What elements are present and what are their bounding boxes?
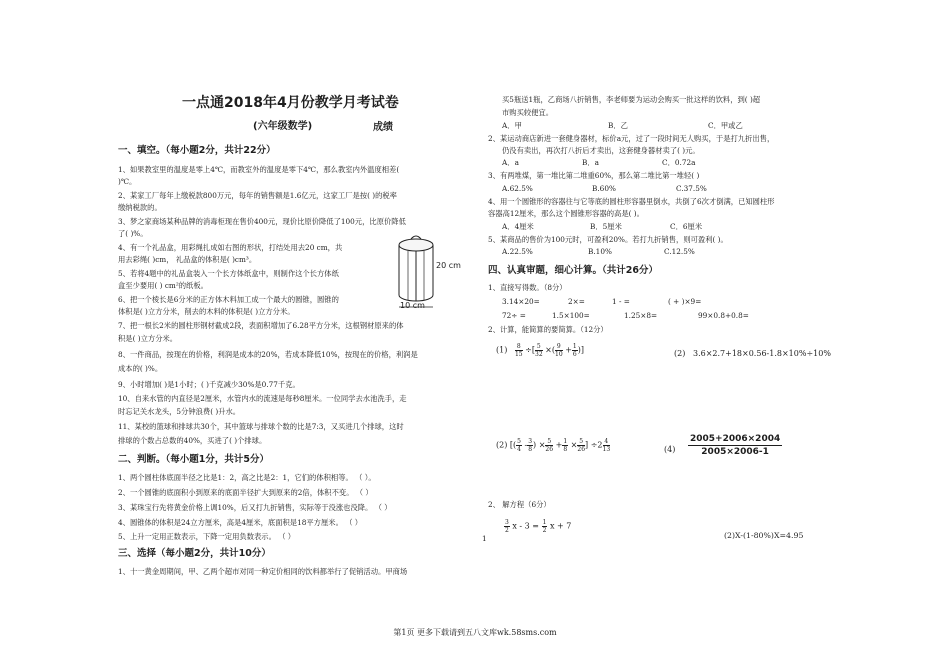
q6-line2: 体积是( )立方分米，削去的木料的体积是( )立方分米。 [118, 307, 295, 316]
section-2-heading: 二、判断。（每小题1分，共计5分） [118, 454, 269, 465]
fraction: $\frac{5}{4}$ [517, 438, 521, 453]
choice-q3-option-b: B.60% [592, 184, 616, 193]
fraction: $\frac{1}{2}$ [542, 519, 547, 534]
oral-item-3: 1 - = [612, 297, 630, 306]
choice-q5-option-b: B.10% [588, 247, 612, 256]
fraction: $\frac{5}{26}$ [577, 438, 586, 453]
choice-q3-line: 3、有两堆煤，第一堆比第二堆重60%，那么第二堆比第一堆轻( ) [488, 171, 700, 180]
exam-subtitle: (六年级数学) [253, 121, 313, 132]
q8-line1: 8、一件商品，按现在的价格，利润是成本的20%，若成本降低10%，按现在的价格，利润是 [118, 350, 418, 359]
section-3-heading: 三、选择（每小题2分，共计10分） [118, 548, 271, 559]
q5-line2: 盒至少要用( ) cm²的纸板。 [118, 281, 208, 290]
q6-line1: 6、把一个棱长是6分米的正方体木料加工成一个最大的圆锥，圆锥的 [118, 295, 339, 304]
fraction: $\frac{1}{8}$ [563, 438, 568, 453]
fraction: $\frac{8}{15}$ [514, 343, 523, 358]
oral-item-1: 3.14×20= [502, 297, 540, 306]
choice-q5-option-a: A.22.5% [502, 247, 533, 256]
judge-q3: 3、某珠宝行先将黄金价格上调10%，后又打九折销售，实际等于没涨也没降。 （ ） [118, 503, 392, 512]
choice-q4-option-c: C．6厘米 [670, 222, 703, 231]
q3-line2: 了( )%。 [118, 229, 148, 238]
fraction: $\frac{1}{6}$ [572, 343, 577, 358]
q11-line1: 11、某校的篮球和排球共30个，其中篮球与排球个数的比是7:3，又买进几个排球，这时 [118, 422, 404, 431]
q2-line2: 缴纳税款的。 [118, 203, 162, 212]
big-fraction [688, 433, 782, 458]
choice-q3-option-c: C.37.5% [676, 184, 707, 193]
choice-q3-option-a: A.62.5% [502, 184, 533, 193]
page-footer: 第1页 更多下载请到五八文库wk.58sms.com [393, 628, 557, 637]
choice-q1-option-b: B．乙 [608, 121, 628, 130]
choice-q5-line: 5、某商品的售价为100元时，可盈利20%。若打九折销售，则可盈利( )。 [488, 235, 728, 244]
big-fraction-numerator: 2005+2006×2004 [690, 434, 781, 444]
big-fraction-denominator: 2005×2006-1 [701, 447, 769, 457]
choice-q2-line1: 2、某运动商店新进一套健身器材，标价a元，过了一段时间无人购买，于是打九折出售， [488, 134, 775, 143]
gift-box-figure [394, 233, 462, 313]
oral-item-4: ( + )×9= [668, 297, 702, 306]
fraction: $\frac{3}{2}$ [505, 519, 509, 534]
section-1-heading: 一、填空。（每小题2分，共计22分） [118, 145, 276, 156]
equation-heading: 2、 解方程（6分） [488, 500, 551, 509]
choice-q2-line2: 仍没有卖出，再次打八折后才卖出，这套健身器材卖了( )元。 [502, 146, 700, 155]
judge-q5: 5、上升一定用正数表示，下降一定用负数表示。 （ ） [118, 532, 296, 541]
q3-line1: 3、梦之家商场某种品牌的消毒柜现在售价400元，现价比原价降低了100元，比原价降低 [118, 217, 406, 226]
q7-line1: 7、把一根长2米的圆柱形钢材截成2段，表面积增加了6.28平方分米，这根钢材原来的体 [118, 321, 404, 330]
oral-item-5: 72÷ = [502, 311, 526, 320]
choice-q4-line2: 容器高12厘米，那么这个圆锥形容器的高是( )。 [488, 209, 644, 218]
calc-expression-2 [674, 347, 831, 361]
oral-item-2: 2×= [568, 297, 585, 306]
fraction: $\frac{5}{26}$ [545, 438, 554, 453]
judge-q1: 1、两个圆柱体底面半径之比是1：2，高之比是2：1，它们的体积相等。 （ ）。 [118, 473, 376, 482]
judge-q2: 2、一个圆锥的底面积小到原来的底面半径扩大到原来的2倍，体积不变。 （ ） [118, 488, 373, 497]
q1-line1: 1、如果教室里的温度是零上4℃，而教室外的温度是零下4℃，那么教室内外温度相差( [118, 165, 400, 174]
q5-line1: 5、若将4题中的礼品盒装入一个长方体纸盒中，则制作这个长方体纸 [118, 269, 339, 278]
calc-1-label: (1) [496, 345, 508, 355]
q8-line2: 成本的( )%。 [118, 364, 163, 373]
oral-item-8: 99×0.8+0.8= [698, 311, 749, 320]
calc-2-body: 3.6×2.7+18×0.56-1.8×10%÷10% [692, 349, 831, 358]
calc-4-label: (4) [664, 445, 676, 454]
choice-q4-option-a: A．4厘米 [502, 222, 534, 231]
judge-q4: 4、圆锥体的体积是24立方厘米，高是4厘米，底面积是18平方厘米。 （ ） [118, 518, 363, 527]
calc-expression-4 [688, 433, 782, 458]
choice-q2-option-c: C．0.72a [662, 158, 696, 167]
equation-1-label: 1 [482, 534, 487, 543]
calc-2-label: (2) [674, 349, 686, 358]
q9-line: 9、小时增加( )是1小时；( )千克减少30%是0.77千克。 [118, 380, 300, 389]
fraction: $\frac{4}{13}$ [602, 438, 611, 453]
calc-expression-3: (2) [( $\frac{5}{4}$ - $\frac{3}{8}$ ) × $\frac{5}{26}$ + $\frac{1}{8}$ × $\frac{5}{26}$ ] ÷2 $\frac{4}{13}$ [496, 438, 611, 453]
choice-q1-line2: 买5瓶送1瓶，乙商场八折销售，李老师要为运动会购买一批这样的饮料，到( )超 [502, 95, 761, 104]
section-4-heading: 四、认真审题，细心计算。（共计26分） [488, 265, 658, 276]
width-label: 10 cm [400, 301, 425, 310]
q2-line1: 2、某家工厂每年上缴税款800万元，每年的销售额是1.6亿元，这家工厂是按( )的税率 [118, 191, 397, 200]
q10-line2: 时忘记关水龙头，5分钟浪费( )升水。 [118, 407, 241, 416]
calc-heading: 2、计算，能简算的要简算。（12分） [488, 325, 608, 334]
equation-2: (2)X-(1-80%)X=4.95 [724, 531, 804, 540]
choice-q1-option-a: A．甲 [502, 121, 522, 130]
q4-line2: 用去彩绳( )cm， 礼品盒的体积是( )cm³。 [118, 255, 257, 264]
q11-line2: 排球的个数占总数的40%，买进了( )个排球。 [118, 436, 267, 445]
q7-line2: 积是( )立方分米。 [118, 334, 178, 343]
choice-q1-line1: 1、十一黄金周期间，甲、乙两个超市对同一种定价相同的饮料都举行了促销活动。甲商场 [118, 567, 408, 576]
choice-q1-option-c: C．甲或乙 [708, 121, 743, 130]
choice-q4-option-b: B．5厘米 [590, 222, 622, 231]
calc-3-label: (2) [496, 440, 508, 450]
choice-q1-line3: 市购买较便宜。 [502, 108, 554, 117]
calc-expression-1: (1) $\frac{8}{15}$ ÷[ $\frac{5}{32}$ ×( $\frac{9}{10}$ + $\frac{1}{6}$ )] [496, 343, 584, 358]
score-label: 成绩 [373, 122, 393, 133]
fraction: $\frac{9}{10}$ [555, 343, 563, 358]
q10-line1: 10、自来水管的内直径是2厘米，水管内水的流速是每秒8厘米。一位同学去水池洗手，走 [118, 394, 407, 403]
fraction: $\frac{5}{32}$ [535, 343, 543, 358]
oral-calc-heading: 1、直接写得数。（8分） [488, 283, 567, 292]
fraction: $\frac{3}{8}$ [528, 438, 533, 453]
choice-q5-option-c: C.12.5% [664, 247, 695, 256]
equation-1: $\frac{3}{2}$ x - 3 = $\frac{1}{2}$ x + 7 [505, 519, 572, 534]
q1-line2: )℃。 [118, 177, 137, 186]
height-label: 20 cm [436, 261, 461, 270]
choice-q2-option-a: A．a [502, 158, 519, 167]
exam-title: 一点通2018年4月份教学月考试卷 [182, 95, 399, 111]
oral-item-6: 1.5×100= [552, 311, 590, 320]
choice-q4-line1: 4、用一个圆锥形的容器往与它等底的圆柱形容器里倒水，共倒了6次才倒满，已知圆柱形 [488, 197, 775, 206]
q4-line1: 4、有一个礼品盒，用彩绳扎成如右图的形状，打结处用去20 cm，共 [118, 243, 343, 252]
oral-item-7: 1.25×8= [624, 311, 658, 320]
choice-q2-option-b: B．a [582, 158, 600, 167]
